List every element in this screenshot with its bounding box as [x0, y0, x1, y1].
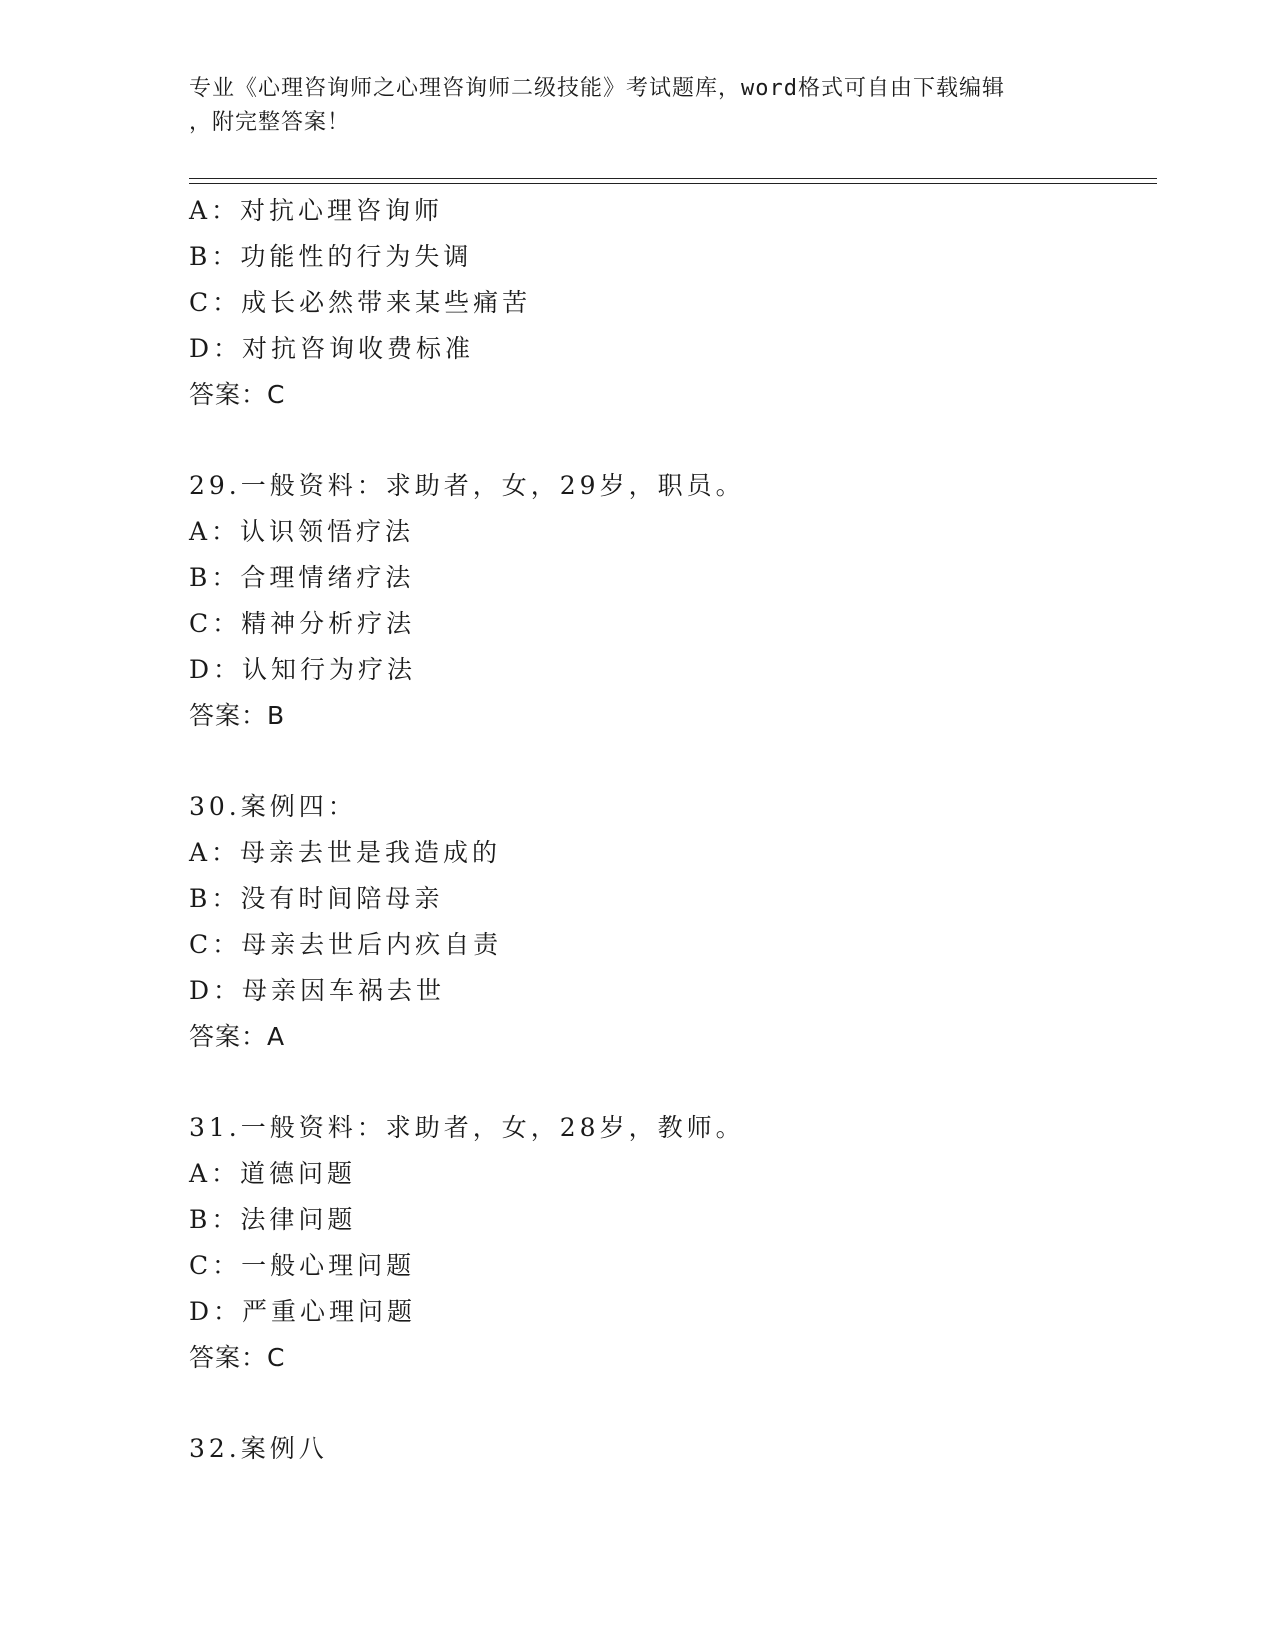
document-header [189, 72, 1089, 140]
option-c: C：精神分析疗法 [189, 609, 416, 638]
header-divider-top [189, 178, 1157, 179]
answer-line: 答案：B [189, 701, 286, 730]
option-a: A：道德问题 [189, 1159, 357, 1188]
spacer [189, 739, 1149, 784]
spacer [189, 1381, 1149, 1426]
option-d: D：严重心理问题 [189, 1297, 417, 1326]
header-line-2: ，附完整答案！ [189, 110, 351, 135]
option-a: A：对抗心理咨询师 [189, 196, 444, 225]
question-list [189, 188, 1149, 1472]
answer-line: 答案：C [189, 380, 286, 409]
answer-line: 答案：A [189, 1022, 286, 1051]
question-stem: 30.案例四： [189, 792, 357, 821]
answer-line: 答案：C [189, 1343, 286, 1372]
option-b: B：法律问题 [189, 1205, 357, 1234]
question-stem: 29.一般资料：求助者，女，29岁，职员。 [189, 471, 745, 500]
option-b: B：合理情绪疗法 [189, 563, 415, 592]
option-d: D：母亲因车祸去世 [189, 976, 446, 1005]
question-block-30 [189, 784, 1149, 1060]
option-a: A：认识领悟疗法 [189, 517, 415, 546]
spacer [189, 1060, 1149, 1105]
option-c: C：成长必然带来某些痛苦 [189, 288, 532, 317]
option-b: B：功能性的行为失调 [189, 242, 473, 271]
option-b: B：没有时间陪母亲 [189, 884, 444, 913]
option-a: A：母亲去世是我造成的 [189, 838, 502, 867]
question-stem: 31.一般资料：求助者，女，28岁，教师。 [189, 1113, 745, 1142]
question-stem: 32.案例八 [189, 1434, 328, 1463]
question-block-31 [189, 1105, 1149, 1381]
header-line-1: 专业《心理咨询师之心理咨询师二级技能》考试题库，word格式可自由下载编辑 [189, 76, 1005, 101]
question-block-28 [189, 188, 1149, 418]
question-block-29 [189, 463, 1149, 739]
option-c: C：一般心理问题 [189, 1251, 416, 1280]
option-d: D：认知行为疗法 [189, 655, 417, 684]
header-divider-bottom [189, 183, 1157, 184]
option-c: C：母亲去世后内疚自责 [189, 930, 503, 959]
option-d: D：对抗咨询收费标准 [189, 334, 475, 363]
spacer [189, 418, 1149, 463]
question-block-32 [189, 1426, 1149, 1472]
